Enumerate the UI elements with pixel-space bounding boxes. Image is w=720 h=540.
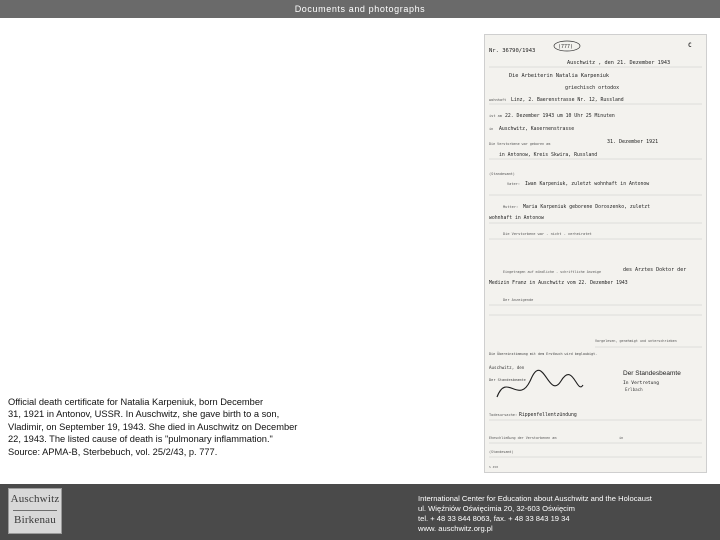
doc-cause: Rippenfellentzündung <box>519 413 577 418</box>
logo-top-text: Auschwitz <box>10 493 60 505</box>
contact-info <box>418 494 718 534</box>
auschwitz-birkenau-logo <box>8 488 62 534</box>
doc-page-stamp: (777) <box>558 44 574 50</box>
contact-website[interactable]: www. auschwitz.org.pl <box>418 524 493 533</box>
doc-place-date: Auschwitz , den 21. Dezember 1943 <box>567 60 671 66</box>
doc-corner-mark: C <box>688 42 692 49</box>
doc-death-label: ist am <box>489 114 502 118</box>
doc-marriage-in: in <box>619 436 624 440</box>
doc-registrar-label: Der Standesbeamte <box>623 370 681 377</box>
doc-report-cont: Medizin Franz in Auschwitz vom 22. Dezember 1943 <box>489 281 628 286</box>
death-certificate-scan <box>484 34 707 473</box>
doc-registrar-role: In Vertretung <box>623 381 659 386</box>
doc-cause-label: Todesursache: <box>489 413 518 417</box>
signature-left <box>497 370 583 397</box>
death-certificate-image <box>485 35 706 472</box>
doc-marriage-label: Eheschließung der Verstorbenen am <box>489 436 557 440</box>
doc-read-label: Der Anzeigende <box>503 298 534 302</box>
doc-mother: Maria Karpeniuk geborene Doroszenko, zuletzt <box>523 205 651 210</box>
doc-stamp-place: Auschwitz, den <box>489 365 525 370</box>
doc-married-label: Die Verstorbene war - nicht - verheiratet <box>503 232 592 236</box>
doc-registry-label: (Standesamt) <box>489 450 514 454</box>
page-header <box>0 0 720 18</box>
doc-number: Nr. 36790/1943 <box>489 48 536 54</box>
doc-copy-label: Die Übereinstimmung mit dem Erstbuch wird beglaubigt. <box>489 352 598 356</box>
caption-source: Source: APMA-B, Sterbebuch, vol. 25/2/43, p. 777. <box>8 446 218 457</box>
doc-birth-place: in Antonow, Kreis Skwira, Russland <box>499 153 598 158</box>
doc-father-label: Vater: <box>507 182 520 186</box>
doc-report-label: Eingetragen auf mündliche - schriftliche Anzeige <box>503 270 601 274</box>
logo-bottom-text: Birkenau <box>14 514 56 526</box>
caption-line: Vladimir, on September 19, 1943. She died in Auschwitz on December <box>8 421 298 432</box>
page-title: Documents and photographs <box>294 4 426 14</box>
logo-divider <box>13 510 57 511</box>
doc-registrar-sub: Der Standesbeamte <box>489 378 526 382</box>
contact-address: ul. Więźniów Oświęcimia 20, 32-603 Oświęcim <box>418 504 575 513</box>
caption-line: 22, 1943. The listed cause of death is "pulmonary inflammation." <box>8 434 273 445</box>
doc-birth-label: Die Verstorbene war geboren am <box>489 142 551 146</box>
doc-death-date: 22. Dezember 1943 um 10 Uhr 25 Minuten <box>505 114 615 119</box>
doc-form-number: S 458 <box>489 465 499 469</box>
doc-religion: griechisch ortodox <box>565 85 620 91</box>
caption-line: Official death certificate for Natalia Karpeniuk, born December <box>8 397 264 407</box>
doc-report: des Arztes Doktor der <box>623 267 687 273</box>
page-footer <box>0 484 720 540</box>
doc-father: Iwan Karpeniuk, zuletzt wohnhaft in Antonow <box>525 182 650 187</box>
contact-org: International Center for Education about Auschwitz and the Holocaust <box>418 494 652 503</box>
doc-mother-cont: wohnhaft in Antonow <box>489 216 544 221</box>
doc-birth-date: 31. Dezember 1921 <box>607 139 659 145</box>
doc-residence: Linz, 2. Baerenstrasse Nr. 12, Russland <box>511 98 624 103</box>
doc-registrar-sign: Erlbach <box>625 387 643 392</box>
doc-residence-label: wohnhaft <box>489 98 507 102</box>
doc-death-place: Auschwitz, Kasernenstrasse <box>499 127 575 132</box>
caption-line: 31, 1921 in Antonov, USSR. In Auschwitz, she gave birth to a son, <box>8 409 280 420</box>
doc-mother-label: Mutter: <box>503 205 519 209</box>
contact-phone: tel. + 48 33 844 8063, fax. + 48 33 843 19 34 <box>418 514 570 523</box>
document-caption <box>8 396 330 458</box>
doc-parents-label: (Standesamt) <box>489 172 515 176</box>
doc-name: Die Arbeiterin Natalia Karpeniuk <box>509 73 609 79</box>
doc-in-label: in <box>489 127 494 131</box>
doc-approved-label: Vorgelesen, genehmigt und unterschrieben <box>595 339 677 343</box>
